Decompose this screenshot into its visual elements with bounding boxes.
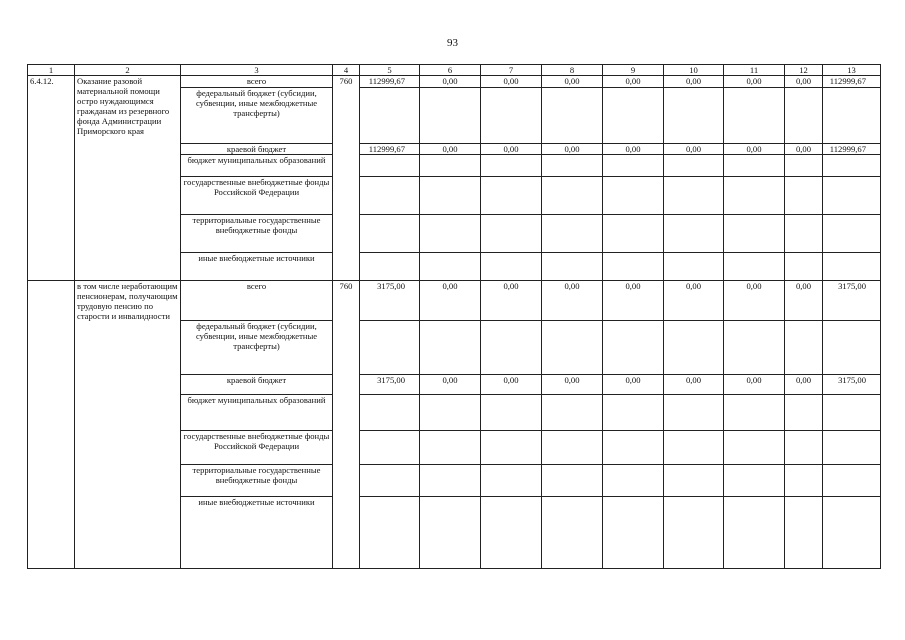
value-cell: 0,00 — [785, 144, 823, 155]
value-cell — [420, 497, 481, 569]
value-cell — [603, 88, 664, 144]
value-cell — [481, 395, 542, 431]
value-cell — [420, 88, 481, 144]
value-cell: 0,00 — [724, 281, 785, 321]
item-description: Оказание разовой материальной помощи остро нуждающимся гражданам из резервного фонда Администрации Приморского края — [75, 76, 181, 281]
value-cell — [724, 497, 785, 569]
value-cell — [785, 431, 823, 465]
value-cell — [603, 321, 664, 375]
value-cell: 0,00 — [542, 375, 603, 395]
value-cell — [664, 497, 724, 569]
value-cell — [360, 465, 420, 497]
value-cell: 0,00 — [420, 375, 481, 395]
value-cell: 3175,00 — [360, 281, 420, 321]
column-header: 2 — [75, 65, 181, 76]
value-cell — [360, 431, 420, 465]
value-cell — [542, 155, 603, 177]
table-row — [28, 281, 881, 321]
value-cell — [420, 215, 481, 253]
value-cell — [542, 321, 603, 375]
value-cell — [724, 215, 785, 253]
value-cell — [785, 253, 823, 281]
budget-code: 760 — [333, 76, 360, 281]
value-cell — [724, 321, 785, 375]
value-cell: 112999,67 — [823, 76, 881, 88]
value-cell: 0,00 — [603, 375, 664, 395]
value-cell — [785, 497, 823, 569]
value-cell — [542, 497, 603, 569]
value-cell — [823, 253, 881, 281]
value-cell — [542, 395, 603, 431]
value-cell — [603, 465, 664, 497]
value-cell: 0,00 — [664, 76, 724, 88]
value-cell — [823, 497, 881, 569]
column-header: 6 — [420, 65, 481, 76]
column-header: 11 — [724, 65, 785, 76]
value-cell — [481, 88, 542, 144]
value-cell: 3175,00 — [823, 375, 881, 395]
column-header: 3 — [181, 65, 333, 76]
funding-source: государственные внебюджетные фонды Российской Федерации — [181, 177, 333, 215]
column-header: 7 — [481, 65, 542, 76]
value-cell — [481, 431, 542, 465]
column-header: 8 — [542, 65, 603, 76]
value-cell: 0,00 — [724, 375, 785, 395]
value-cell: 0,00 — [785, 375, 823, 395]
value-cell — [823, 215, 881, 253]
value-cell — [481, 155, 542, 177]
table-row — [28, 76, 881, 88]
value-cell — [542, 177, 603, 215]
funding-source: всего — [181, 76, 333, 88]
value-cell: 0,00 — [481, 375, 542, 395]
funding-source: иные внебюджетные источники — [181, 253, 333, 281]
value-cell — [724, 88, 785, 144]
value-cell — [785, 465, 823, 497]
value-cell — [823, 465, 881, 497]
value-cell — [542, 215, 603, 253]
value-cell — [603, 431, 664, 465]
column-header: 9 — [603, 65, 664, 76]
value-cell: 112999,67 — [360, 144, 420, 155]
column-header: 12 — [785, 65, 823, 76]
value-cell: 3175,00 — [360, 375, 420, 395]
value-cell — [603, 497, 664, 569]
value-cell — [481, 177, 542, 215]
value-cell: 0,00 — [664, 281, 724, 321]
value-cell — [724, 177, 785, 215]
value-cell — [823, 431, 881, 465]
value-cell: 0,00 — [724, 144, 785, 155]
value-cell: 0,00 — [481, 144, 542, 155]
value-cell — [664, 215, 724, 253]
value-cell — [481, 465, 542, 497]
value-cell — [420, 177, 481, 215]
value-cell — [664, 431, 724, 465]
value-cell: 0,00 — [724, 76, 785, 88]
value-cell — [724, 253, 785, 281]
value-cell — [664, 177, 724, 215]
value-cell — [360, 321, 420, 375]
value-cell — [360, 253, 420, 281]
value-cell: 0,00 — [603, 144, 664, 155]
value-cell — [481, 253, 542, 281]
column-header: 4 — [333, 65, 360, 76]
value-cell — [420, 253, 481, 281]
value-cell — [360, 215, 420, 253]
funding-source: территориальные государственные внебюджетные фонды — [181, 465, 333, 497]
column-header: 13 — [823, 65, 881, 76]
value-cell — [785, 177, 823, 215]
funding-source: федеральный бюджет (субсидии, субвенции, иные межбюджетные трансферты) — [181, 321, 333, 375]
value-cell — [420, 395, 481, 431]
value-cell: 0,00 — [603, 76, 664, 88]
value-cell: 0,00 — [542, 281, 603, 321]
budget-table — [27, 64, 881, 569]
value-cell — [603, 253, 664, 281]
value-cell — [785, 395, 823, 431]
value-cell — [823, 177, 881, 215]
item-description: в том числе неработающим пенсионерам, получающим трудовую пенсию по старости и инвалидности — [75, 281, 181, 569]
value-cell — [785, 88, 823, 144]
value-cell: 3175,00 — [823, 281, 881, 321]
value-cell — [823, 155, 881, 177]
funding-source: всего — [181, 281, 333, 321]
value-cell — [603, 395, 664, 431]
value-cell: 0,00 — [481, 281, 542, 321]
value-cell — [360, 88, 420, 144]
value-cell — [542, 465, 603, 497]
value-cell — [785, 215, 823, 253]
value-cell — [664, 155, 724, 177]
value-cell — [542, 88, 603, 144]
value-cell — [785, 321, 823, 375]
item-number — [28, 281, 75, 569]
value-cell — [542, 431, 603, 465]
value-cell — [420, 155, 481, 177]
value-cell — [724, 465, 785, 497]
value-cell — [603, 215, 664, 253]
value-cell — [724, 155, 785, 177]
value-cell: 112999,67 — [823, 144, 881, 155]
value-cell — [420, 431, 481, 465]
value-cell: 0,00 — [542, 76, 603, 88]
budget-code: 760 — [333, 281, 360, 569]
column-header: 5 — [360, 65, 420, 76]
value-cell — [823, 395, 881, 431]
value-cell: 0,00 — [481, 76, 542, 88]
value-cell — [664, 88, 724, 144]
page-number: 93 — [447, 37, 458, 49]
value-cell — [420, 465, 481, 497]
value-cell — [664, 465, 724, 497]
value-cell — [603, 155, 664, 177]
value-cell — [664, 321, 724, 375]
value-cell — [481, 215, 542, 253]
value-cell — [360, 177, 420, 215]
value-cell — [481, 321, 542, 375]
funding-source: бюджет муниципальных образований — [181, 395, 333, 431]
column-header: 10 — [664, 65, 724, 76]
value-cell — [724, 431, 785, 465]
value-cell — [724, 395, 785, 431]
value-cell: 0,00 — [420, 76, 481, 88]
value-cell — [664, 253, 724, 281]
funding-source: краевой бюджет — [181, 375, 333, 395]
column-header: 1 — [28, 65, 75, 76]
value-cell: 0,00 — [420, 281, 481, 321]
funding-source: иные внебюджетные источники — [181, 497, 333, 569]
value-cell: 0,00 — [603, 281, 664, 321]
value-cell — [664, 395, 724, 431]
value-cell: 112999,67 — [360, 76, 420, 88]
value-cell — [360, 497, 420, 569]
funding-source: краевой бюджет — [181, 144, 333, 155]
value-cell: 0,00 — [785, 76, 823, 88]
value-cell — [360, 155, 420, 177]
value-cell: 0,00 — [785, 281, 823, 321]
value-cell: 0,00 — [420, 144, 481, 155]
funding-source: территориальные государственные внебюджетные фонды — [181, 215, 333, 253]
value-cell — [481, 497, 542, 569]
funding-source: бюджет муниципальных образований — [181, 155, 333, 177]
value-cell — [360, 395, 420, 431]
value-cell — [823, 88, 881, 144]
value-cell: 0,00 — [542, 144, 603, 155]
value-cell — [785, 155, 823, 177]
funding-source: федеральный бюджет (субсидии, субвенции, иные межбюджетные трансферты) — [181, 88, 333, 144]
value-cell: 0,00 — [664, 144, 724, 155]
funding-source: государственные внебюджетные фонды Российской Федерации — [181, 431, 333, 465]
value-cell — [542, 253, 603, 281]
value-cell — [603, 177, 664, 215]
item-number: 6.4.12. — [28, 76, 75, 281]
value-cell — [823, 321, 881, 375]
value-cell: 0,00 — [664, 375, 724, 395]
header-row — [28, 65, 881, 76]
value-cell — [420, 321, 481, 375]
